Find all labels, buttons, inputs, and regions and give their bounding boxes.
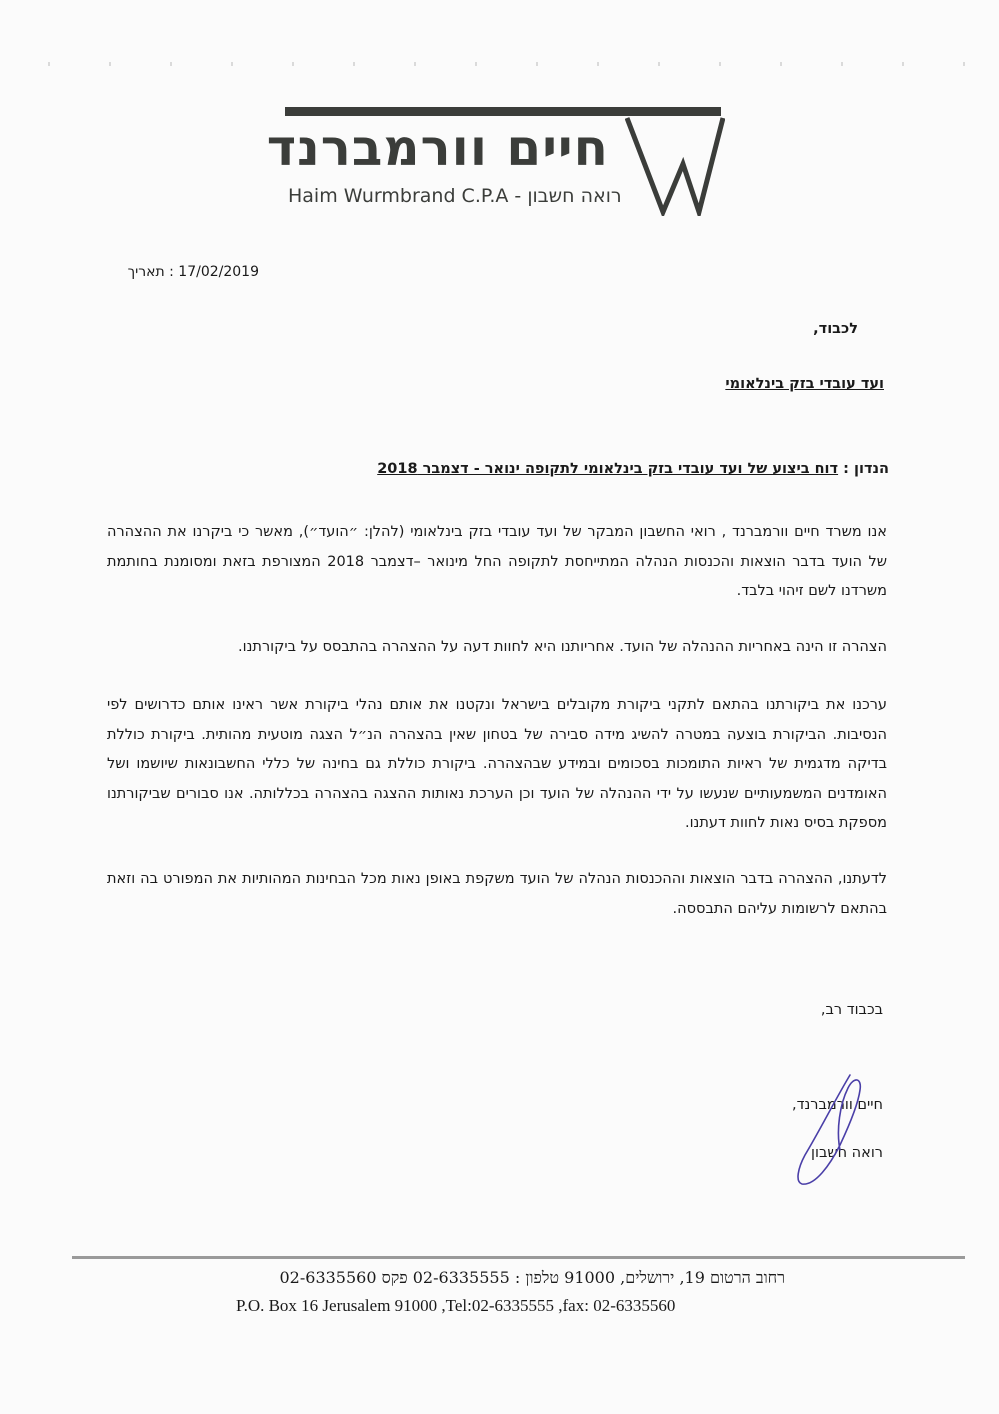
signer-name: חיים וורמברנד, xyxy=(791,1097,883,1113)
subject-text: דוח ביצוע של ועד עובדי בזק בינלאומי לתקופה ינואר - דצמבר 2018 xyxy=(377,461,839,477)
paragraph-2: הצהרה זו הינה באחריות ההנהלה של הועד. אחריותנו היא לחוות דעה על ההצהרה בהתבסס על ביקורתנו. xyxy=(238,639,887,655)
paragraph-3: ערכנו את ביקורתנו בהתאם לתקני ביקורת מקובלים בישראל ונקטנו את אותם נהלי ביקורת אשר ראינו אותם כדרושים לפי הנסיבות. הביקורת בוצעה במטרה להשיג מידה סבירה של בטחון שאין בהצהרה הנ״ל הצגה מוטעית מהותית. ביקורת כוללת בדיקה מדגמית של ראיות התומכות בסכומים ובמידע שבהצהרה. ביקורת כוללת גם בחינה של כללי החשבונאות שיושמו ושל האומדנים המשמעותיים שנעשו על ידי ההנהלה של הועד וכן הערכת נאותות ההצגה בהצהרה בכללותה. אנו סבורים שביקורתנו מספקת בסיס נאות לחוות דעתנו. xyxy=(107,697,887,831)
logo-bar xyxy=(285,107,721,116)
recipient-greeting: לכבוד, xyxy=(813,321,858,337)
signer-title: רואה חשבון xyxy=(811,1145,883,1161)
letter-date: 17/02/2019 : תאריך xyxy=(127,264,259,280)
closing: בכבוד רב, xyxy=(820,1002,883,1018)
paragraph-4: לדעתנו, ההצהרה בדבר הוצאות וההכנסות הנהלה של הועד משקפת באופן נאות מכל הבחינות המהותיות את המפורט בה וזאת בהתאם לרשומות עליהם התבססה. xyxy=(107,871,887,917)
handwritten-signature xyxy=(780,1070,880,1190)
logo-name: חיים וורמברנד xyxy=(266,119,609,177)
subject-prefix: הנדון : xyxy=(843,461,889,477)
subject-line xyxy=(377,455,889,484)
logo-w-icon xyxy=(625,116,725,216)
footer-divider xyxy=(72,1256,965,1259)
recipient-name: ועד עובדי בזק בינלאומי xyxy=(725,376,884,392)
logo-subtitle: Haim Wurmbrand C.P.A - רואה חשבון xyxy=(288,185,622,207)
footer-address-hebrew: רחוב הרטום 19, ירושלים, 91000 טלפון : 02-6335555 פקס 02-6335560 xyxy=(279,1268,785,1287)
scan-noise xyxy=(20,62,980,66)
footer-address-english: P.O. Box 16 Jerusalem 91000 ,Tel:02-6335555 ,fax: 02-6335560 xyxy=(236,1296,676,1315)
paragraph-1: אנו משרד חיים וורמברנד , רואי החשבון המבקר של ועד עובדי בזק בינלאומי (להלן: ״הועד״), מאשר כי ביקרנו את ההצהרה של הועד בדבר הוצאות והכנסות הנהלה המתייחסת לתקופה החל מינואר –דצמבר 2018 המצורפת בזאת ומסומנת בחותמת משרדנו לשם זיהוי בלבד. xyxy=(107,524,887,599)
